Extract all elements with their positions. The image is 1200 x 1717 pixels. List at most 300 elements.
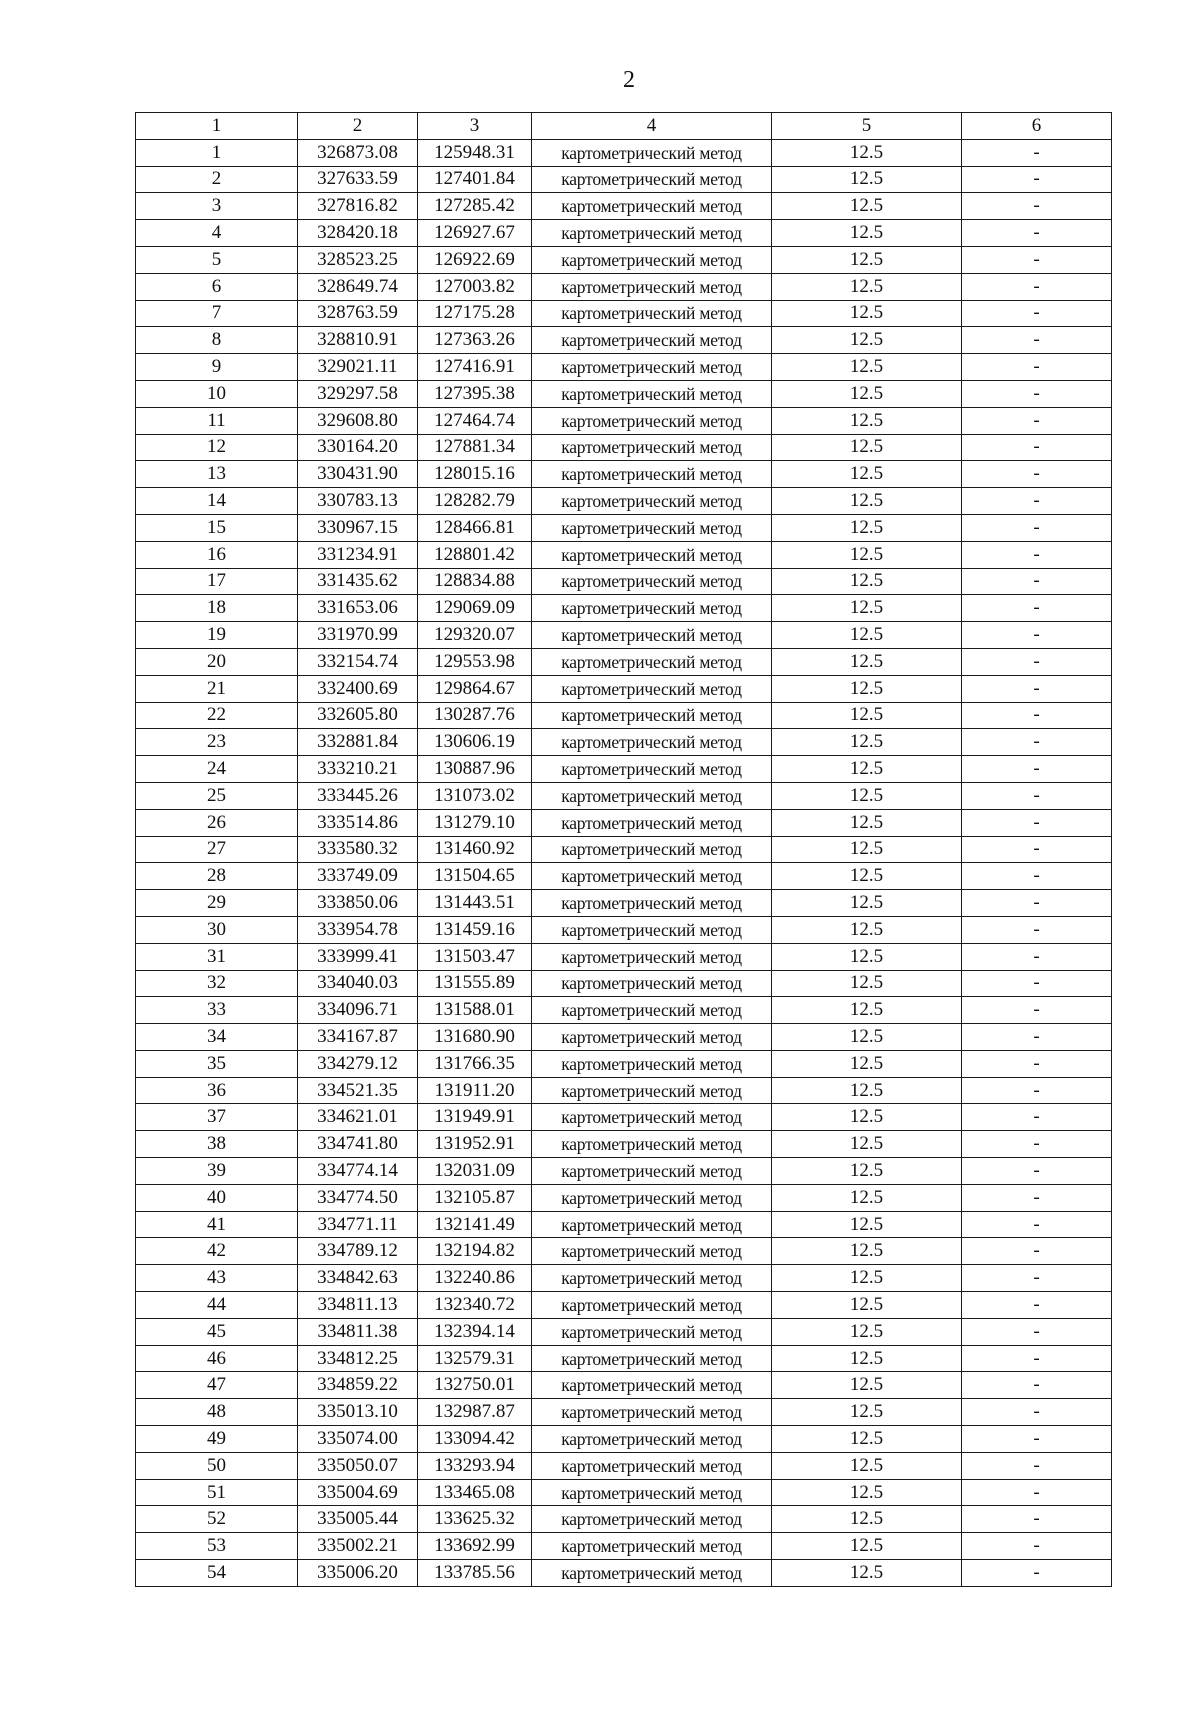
cell-coordinate-x: 331435.62 xyxy=(298,568,418,595)
cell-method: картометрический метод xyxy=(532,514,772,541)
cell-point-number: 11 xyxy=(136,407,298,434)
cell-coordinate-x: 334811.38 xyxy=(298,1318,418,1345)
cell-point-number: 27 xyxy=(136,836,298,863)
cell-coordinate-y: 131504.65 xyxy=(418,863,532,890)
cell-method: картометрический метод xyxy=(532,997,772,1024)
cell-coordinate-x: 334774.50 xyxy=(298,1184,418,1211)
cell-accuracy: 12.5 xyxy=(772,568,962,595)
table-row xyxy=(136,1426,1112,1453)
cell-note: - xyxy=(962,675,1112,702)
cell-coordinate-x: 335013.10 xyxy=(298,1399,418,1426)
cell-accuracy: 12.5 xyxy=(772,220,962,247)
cell-method: картометрический метод xyxy=(532,1533,772,1560)
table-row xyxy=(136,809,1112,836)
cell-coordinate-x: 335006.20 xyxy=(298,1560,418,1587)
cell-coordinate-x: 329608.80 xyxy=(298,407,418,434)
cell-point-number: 5 xyxy=(136,246,298,273)
cell-accuracy: 12.5 xyxy=(772,1050,962,1077)
cell-method: картометрический метод xyxy=(532,729,772,756)
table-row xyxy=(136,488,1112,515)
cell-accuracy: 12.5 xyxy=(772,166,962,193)
cell-note: - xyxy=(962,220,1112,247)
cell-point-number: 40 xyxy=(136,1184,298,1211)
cell-accuracy: 12.5 xyxy=(772,1479,962,1506)
cell-coordinate-y: 127401.84 xyxy=(418,166,532,193)
page-number: 2 xyxy=(623,67,635,93)
cell-point-number: 36 xyxy=(136,1077,298,1104)
cell-accuracy: 12.5 xyxy=(772,1452,962,1479)
cell-accuracy: 12.5 xyxy=(772,193,962,220)
cell-note: - xyxy=(962,1024,1112,1051)
cell-coordinate-x: 334741.80 xyxy=(298,1131,418,1158)
table-row xyxy=(136,1506,1112,1533)
cell-method: картометрический метод xyxy=(532,863,772,890)
cell-note: - xyxy=(962,1452,1112,1479)
table-row xyxy=(136,139,1112,166)
cell-coordinate-y: 132987.87 xyxy=(418,1399,532,1426)
cell-method: картометрический метод xyxy=(532,246,772,273)
cell-coordinate-x: 330783.13 xyxy=(298,488,418,515)
cell-accuracy: 12.5 xyxy=(772,407,962,434)
cell-point-number: 33 xyxy=(136,997,298,1024)
cell-coordinate-y: 132141.49 xyxy=(418,1211,532,1238)
cell-coordinate-x: 333445.26 xyxy=(298,782,418,809)
cell-coordinate-x: 335050.07 xyxy=(298,1452,418,1479)
table-row xyxy=(136,1372,1112,1399)
table-row xyxy=(136,1211,1112,1238)
cell-coordinate-x: 331653.06 xyxy=(298,595,418,622)
cell-accuracy: 12.5 xyxy=(772,1184,962,1211)
cell-accuracy: 12.5 xyxy=(772,461,962,488)
table-header xyxy=(136,113,1112,140)
cell-point-number: 45 xyxy=(136,1318,298,1345)
cell-coordinate-y: 130606.19 xyxy=(418,729,532,756)
table-row xyxy=(136,1452,1112,1479)
table-row xyxy=(136,1158,1112,1185)
header-cell-3: 3 xyxy=(418,113,532,140)
cell-point-number: 34 xyxy=(136,1024,298,1051)
header-cell-5: 5 xyxy=(772,113,962,140)
table-row xyxy=(136,1024,1112,1051)
cell-point-number: 18 xyxy=(136,595,298,622)
cell-note: - xyxy=(962,1104,1112,1131)
table-row xyxy=(136,1345,1112,1372)
cell-coordinate-y: 127285.42 xyxy=(418,193,532,220)
cell-coordinate-x: 328763.59 xyxy=(298,300,418,327)
cell-note: - xyxy=(962,1050,1112,1077)
cell-coordinate-y: 128466.81 xyxy=(418,514,532,541)
cell-coordinate-x: 334521.35 xyxy=(298,1077,418,1104)
table-row xyxy=(136,997,1112,1024)
table-row xyxy=(136,514,1112,541)
cell-method: картометрический метод xyxy=(532,461,772,488)
cell-coordinate-x: 333749.09 xyxy=(298,863,418,890)
table-row xyxy=(136,782,1112,809)
cell-accuracy: 12.5 xyxy=(772,1292,962,1319)
cell-note: - xyxy=(962,622,1112,649)
cell-coordinate-y: 132750.01 xyxy=(418,1372,532,1399)
cell-coordinate-x: 334096.71 xyxy=(298,997,418,1024)
cell-coordinate-y: 131952.91 xyxy=(418,1131,532,1158)
cell-note: - xyxy=(962,193,1112,220)
cell-coordinate-y: 133692.99 xyxy=(418,1533,532,1560)
cell-coordinate-x: 335002.21 xyxy=(298,1533,418,1560)
cell-accuracy: 12.5 xyxy=(772,943,962,970)
cell-accuracy: 12.5 xyxy=(772,1533,962,1560)
cell-coordinate-y: 133293.94 xyxy=(418,1452,532,1479)
cell-coordinate-y: 130887.96 xyxy=(418,756,532,783)
cell-method: картометрический метод xyxy=(532,1372,772,1399)
cell-method: картометрический метод xyxy=(532,1265,772,1292)
table-row xyxy=(136,1238,1112,1265)
cell-method: картометрический метод xyxy=(532,488,772,515)
cell-method: картометрический метод xyxy=(532,1238,772,1265)
cell-coordinate-y: 127395.38 xyxy=(418,380,532,407)
cell-coordinate-y: 132194.82 xyxy=(418,1238,532,1265)
table-row xyxy=(136,1050,1112,1077)
cell-accuracy: 12.5 xyxy=(772,863,962,890)
cell-method: картометрический метод xyxy=(532,273,772,300)
cell-point-number: 25 xyxy=(136,782,298,809)
cell-coordinate-y: 127416.91 xyxy=(418,354,532,381)
cell-accuracy: 12.5 xyxy=(772,702,962,729)
cell-note: - xyxy=(962,943,1112,970)
cell-point-number: 47 xyxy=(136,1372,298,1399)
cell-coordinate-y: 126927.67 xyxy=(418,220,532,247)
table-row xyxy=(136,273,1112,300)
cell-point-number: 9 xyxy=(136,354,298,381)
table-row xyxy=(136,434,1112,461)
cell-coordinate-y: 127464.74 xyxy=(418,407,532,434)
cell-method: картометрический метод xyxy=(532,1184,772,1211)
cell-method: картометрический метод xyxy=(532,1104,772,1131)
cell-coordinate-x: 335074.00 xyxy=(298,1426,418,1453)
cell-accuracy: 12.5 xyxy=(772,273,962,300)
cell-coordinate-y: 131443.51 xyxy=(418,890,532,917)
cell-coordinate-y: 133465.08 xyxy=(418,1479,532,1506)
cell-coordinate-x: 334789.12 xyxy=(298,1238,418,1265)
cell-method: картометрический метод xyxy=(532,1292,772,1319)
cell-point-number: 49 xyxy=(136,1426,298,1453)
cell-note: - xyxy=(962,1506,1112,1533)
cell-point-number: 3 xyxy=(136,193,298,220)
cell-coordinate-y: 127175.28 xyxy=(418,300,532,327)
cell-method: картометрический метод xyxy=(532,782,772,809)
cell-accuracy: 12.5 xyxy=(772,354,962,381)
cell-point-number: 23 xyxy=(136,729,298,756)
cell-point-number: 39 xyxy=(136,1158,298,1185)
cell-note: - xyxy=(962,327,1112,354)
cell-point-number: 44 xyxy=(136,1292,298,1319)
cell-method: картометрический метод xyxy=(532,675,772,702)
cell-accuracy: 12.5 xyxy=(772,327,962,354)
cell-coordinate-x: 333999.41 xyxy=(298,943,418,970)
cell-point-number: 53 xyxy=(136,1533,298,1560)
cell-coordinate-y: 126922.69 xyxy=(418,246,532,273)
cell-coordinate-x: 334859.22 xyxy=(298,1372,418,1399)
cell-coordinate-x: 333210.21 xyxy=(298,756,418,783)
cell-coordinate-y: 132105.87 xyxy=(418,1184,532,1211)
cell-coordinate-y: 131766.35 xyxy=(418,1050,532,1077)
header-cell-4: 4 xyxy=(532,113,772,140)
cell-coordinate-y: 133785.56 xyxy=(418,1560,532,1587)
cell-coordinate-y: 131949.91 xyxy=(418,1104,532,1131)
cell-point-number: 42 xyxy=(136,1238,298,1265)
cell-point-number: 10 xyxy=(136,380,298,407)
cell-point-number: 54 xyxy=(136,1560,298,1587)
cell-method: картометрический метод xyxy=(532,1318,772,1345)
cell-note: - xyxy=(962,300,1112,327)
cell-coordinate-y: 125948.31 xyxy=(418,139,532,166)
coordinates-table xyxy=(135,112,1112,1587)
table-row xyxy=(136,1292,1112,1319)
cell-coordinate-y: 132031.09 xyxy=(418,1158,532,1185)
cell-coordinate-x: 335004.69 xyxy=(298,1479,418,1506)
cell-point-number: 2 xyxy=(136,166,298,193)
cell-accuracy: 12.5 xyxy=(772,916,962,943)
cell-note: - xyxy=(962,782,1112,809)
cell-accuracy: 12.5 xyxy=(772,1345,962,1372)
cell-note: - xyxy=(962,434,1112,461)
cell-coordinate-x: 331234.91 xyxy=(298,541,418,568)
cell-accuracy: 12.5 xyxy=(772,782,962,809)
table-row xyxy=(136,1131,1112,1158)
cell-accuracy: 12.5 xyxy=(772,756,962,783)
cell-method: картометрический метод xyxy=(532,327,772,354)
cell-accuracy: 12.5 xyxy=(772,729,962,756)
cell-coordinate-x: 328810.91 xyxy=(298,327,418,354)
cell-accuracy: 12.5 xyxy=(772,541,962,568)
cell-note: - xyxy=(962,890,1112,917)
cell-coordinate-x: 334842.63 xyxy=(298,1265,418,1292)
cell-note: - xyxy=(962,1399,1112,1426)
cell-method: картометрический метод xyxy=(532,354,772,381)
cell-coordinate-x: 333514.86 xyxy=(298,809,418,836)
cell-accuracy: 12.5 xyxy=(772,139,962,166)
cell-note: - xyxy=(962,1184,1112,1211)
cell-method: картометрический метод xyxy=(532,595,772,622)
cell-coordinate-x: 333850.06 xyxy=(298,890,418,917)
table-body xyxy=(136,139,1112,1586)
cell-point-number: 7 xyxy=(136,300,298,327)
cell-note: - xyxy=(962,1479,1112,1506)
cell-coordinate-x: 329021.11 xyxy=(298,354,418,381)
cell-point-number: 38 xyxy=(136,1131,298,1158)
cell-point-number: 15 xyxy=(136,514,298,541)
table-row xyxy=(136,354,1112,381)
cell-coordinate-x: 332605.80 xyxy=(298,702,418,729)
cell-point-number: 35 xyxy=(136,1050,298,1077)
cell-coordinate-x: 333580.32 xyxy=(298,836,418,863)
cell-point-number: 50 xyxy=(136,1452,298,1479)
cell-point-number: 51 xyxy=(136,1479,298,1506)
table-row xyxy=(136,327,1112,354)
cell-note: - xyxy=(962,1077,1112,1104)
cell-coordinate-x: 332881.84 xyxy=(298,729,418,756)
cell-coordinate-y: 128801.42 xyxy=(418,541,532,568)
cell-accuracy: 12.5 xyxy=(772,1211,962,1238)
cell-note: - xyxy=(962,1345,1112,1372)
cell-coordinate-x: 334279.12 xyxy=(298,1050,418,1077)
cell-coordinate-y: 132579.31 xyxy=(418,1345,532,1372)
cell-note: - xyxy=(962,407,1112,434)
cell-method: картометрический метод xyxy=(532,943,772,970)
cell-note: - xyxy=(962,1318,1112,1345)
cell-point-number: 17 xyxy=(136,568,298,595)
cell-coordinate-y: 129553.98 xyxy=(418,648,532,675)
cell-note: - xyxy=(962,863,1112,890)
table-row xyxy=(136,1104,1112,1131)
cell-coordinate-x: 332400.69 xyxy=(298,675,418,702)
cell-point-number: 20 xyxy=(136,648,298,675)
table-row xyxy=(136,568,1112,595)
cell-note: - xyxy=(962,461,1112,488)
table-row xyxy=(136,595,1112,622)
cell-coordinate-x: 333954.78 xyxy=(298,916,418,943)
cell-coordinate-x: 330431.90 xyxy=(298,461,418,488)
cell-point-number: 22 xyxy=(136,702,298,729)
cell-method: картометрический метод xyxy=(532,648,772,675)
cell-coordinate-y: 128834.88 xyxy=(418,568,532,595)
cell-method: картометрический метод xyxy=(532,193,772,220)
cell-note: - xyxy=(962,997,1112,1024)
table-row xyxy=(136,246,1112,273)
cell-accuracy: 12.5 xyxy=(772,595,962,622)
cell-coordinate-x: 334771.11 xyxy=(298,1211,418,1238)
cell-note: - xyxy=(962,514,1112,541)
header-row xyxy=(136,113,1112,140)
cell-point-number: 48 xyxy=(136,1399,298,1426)
cell-coordinate-y: 132394.14 xyxy=(418,1318,532,1345)
table-row xyxy=(136,916,1112,943)
cell-coordinate-x: 332154.74 xyxy=(298,648,418,675)
cell-coordinate-y: 133625.32 xyxy=(418,1506,532,1533)
cell-coordinate-x: 331970.99 xyxy=(298,622,418,649)
cell-point-number: 30 xyxy=(136,916,298,943)
table-row xyxy=(136,1318,1112,1345)
cell-coordinate-x: 334812.25 xyxy=(298,1345,418,1372)
cell-coordinate-y: 129864.67 xyxy=(418,675,532,702)
cell-point-number: 32 xyxy=(136,970,298,997)
cell-accuracy: 12.5 xyxy=(772,1560,962,1587)
cell-coordinate-x: 334621.01 xyxy=(298,1104,418,1131)
table-row xyxy=(136,729,1112,756)
cell-method: картометрический метод xyxy=(532,836,772,863)
cell-coordinate-y: 128282.79 xyxy=(418,488,532,515)
cell-note: - xyxy=(962,809,1112,836)
cell-point-number: 41 xyxy=(136,1211,298,1238)
cell-method: картометрический метод xyxy=(532,380,772,407)
cell-point-number: 4 xyxy=(136,220,298,247)
cell-point-number: 37 xyxy=(136,1104,298,1131)
cell-accuracy: 12.5 xyxy=(772,1506,962,1533)
cell-method: картометрический метод xyxy=(532,1024,772,1051)
cell-accuracy: 12.5 xyxy=(772,380,962,407)
cell-coordinate-y: 131073.02 xyxy=(418,782,532,809)
table-row xyxy=(136,166,1112,193)
cell-note: - xyxy=(962,1238,1112,1265)
table-row xyxy=(136,1533,1112,1560)
cell-note: - xyxy=(962,1372,1112,1399)
cell-accuracy: 12.5 xyxy=(772,1318,962,1345)
cell-method: картометрический метод xyxy=(532,300,772,327)
cell-coordinate-x: 326873.08 xyxy=(298,139,418,166)
cell-coordinate-x: 334040.03 xyxy=(298,970,418,997)
cell-coordinate-x: 328420.18 xyxy=(298,220,418,247)
cell-coordinate-y: 133094.42 xyxy=(418,1426,532,1453)
table-row xyxy=(136,380,1112,407)
cell-note: - xyxy=(962,1292,1112,1319)
cell-method: картометрический метод xyxy=(532,1158,772,1185)
cell-point-number: 8 xyxy=(136,327,298,354)
table-row xyxy=(136,863,1112,890)
cell-note: - xyxy=(962,1131,1112,1158)
cell-method: картометрический метод xyxy=(532,541,772,568)
cell-method: картометрический метод xyxy=(532,756,772,783)
table-row xyxy=(136,622,1112,649)
table-row xyxy=(136,702,1112,729)
cell-point-number: 29 xyxy=(136,890,298,917)
cell-method: картометрический метод xyxy=(532,407,772,434)
cell-coordinate-y: 131503.47 xyxy=(418,943,532,970)
cell-method: картометрический метод xyxy=(532,1131,772,1158)
cell-point-number: 14 xyxy=(136,488,298,515)
cell-point-number: 16 xyxy=(136,541,298,568)
cell-point-number: 43 xyxy=(136,1265,298,1292)
cell-coordinate-y: 131680.90 xyxy=(418,1024,532,1051)
cell-coordinate-x: 330967.15 xyxy=(298,514,418,541)
cell-coordinate-y: 131911.20 xyxy=(418,1077,532,1104)
cell-accuracy: 12.5 xyxy=(772,488,962,515)
cell-coordinate-x: 330164.20 xyxy=(298,434,418,461)
cell-method: картометрический метод xyxy=(532,434,772,461)
cell-point-number: 26 xyxy=(136,809,298,836)
cell-coordinate-y: 132240.86 xyxy=(418,1265,532,1292)
cell-method: картометрический метод xyxy=(532,1426,772,1453)
cell-method: картометрический метод xyxy=(532,568,772,595)
table-row xyxy=(136,193,1112,220)
cell-accuracy: 12.5 xyxy=(772,1158,962,1185)
table-row xyxy=(136,1265,1112,1292)
cell-coordinate-y: 128015.16 xyxy=(418,461,532,488)
table-row xyxy=(136,300,1112,327)
cell-method: картометрический метод xyxy=(532,916,772,943)
cell-coordinate-x: 334774.14 xyxy=(298,1158,418,1185)
cell-accuracy: 12.5 xyxy=(772,1399,962,1426)
cell-method: картометрический метод xyxy=(532,622,772,649)
table-row xyxy=(136,943,1112,970)
cell-point-number: 12 xyxy=(136,434,298,461)
cell-coordinate-y: 132340.72 xyxy=(418,1292,532,1319)
table-row xyxy=(136,407,1112,434)
cell-point-number: 21 xyxy=(136,675,298,702)
cell-method: картометрический метод xyxy=(532,1077,772,1104)
cell-coordinate-y: 129320.07 xyxy=(418,622,532,649)
cell-method: картометрический метод xyxy=(532,1050,772,1077)
cell-method: картометрический метод xyxy=(532,1452,772,1479)
cell-accuracy: 12.5 xyxy=(772,1426,962,1453)
cell-coordinate-y: 127363.26 xyxy=(418,327,532,354)
table-row xyxy=(136,220,1112,247)
cell-point-number: 19 xyxy=(136,622,298,649)
cell-method: картометрический метод xyxy=(532,139,772,166)
cell-note: - xyxy=(962,1560,1112,1587)
cell-note: - xyxy=(962,139,1112,166)
header-cell-2: 2 xyxy=(298,113,418,140)
cell-coordinate-x: 327816.82 xyxy=(298,193,418,220)
cell-method: картометрический метод xyxy=(532,166,772,193)
cell-method: картометрический метод xyxy=(532,1211,772,1238)
